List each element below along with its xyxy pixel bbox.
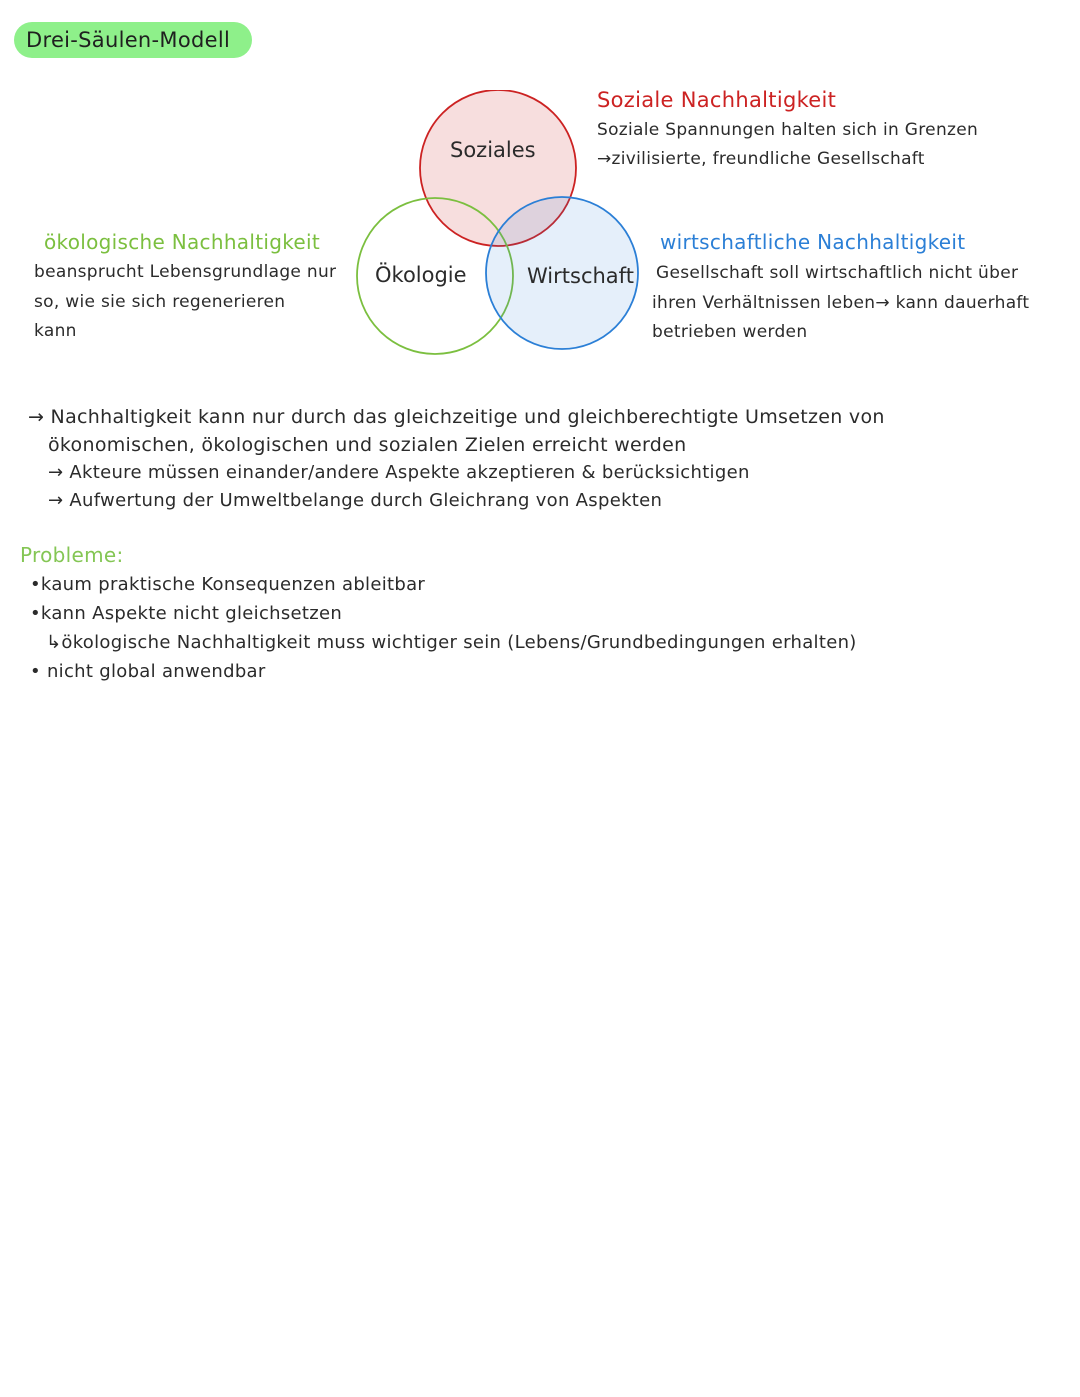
problem-item-3: • nicht global anwendbar [30,661,266,682]
problems-heading: Probleme: [20,543,124,567]
social-heading: Soziale Nachhaltigkeit [597,88,837,112]
conclusion-line-3: → Akteure müssen einander/andere Aspekte akzeptieren & berücksichtigen [48,462,750,483]
conclusion-line-1: → Nachhaltigkeit kann nur durch das gleichzeitige und gleichberechtigte Umsetzen von [28,406,885,428]
conclusion-line-2: ökonomischen, ökologischen und sozialen Zielen erreicht werden [48,434,687,456]
page-title: Drei-Säulen-Modell [26,28,231,52]
ecology-line-1: beansprucht Lebensgrundlage nur [34,262,337,282]
venn-label-ecology: Ökologie [375,263,467,287]
economy-heading: wirtschaftliche Nachhaltigkeit [660,230,966,254]
economy-line-2: ihren Verhältnissen leben→ kann dauerhaft [652,293,1030,313]
venn-label-economy: Wirtschaft [527,264,634,288]
economy-line-3: betrieben werden [652,322,808,342]
ecology-line-2: so, wie sie sich regenerieren [34,292,286,312]
conclusion-line-4: → Aufwertung der Umweltbelange durch Gleichrang von Aspekten [48,490,663,511]
social-line-2: →zivilisierte, freundliche Gesellschaft [597,149,925,169]
problem-item-2-sub: ↳ökologische Nachhaltigkeit muss wichtiger sein (Lebens/Grundbedingungen erhalten) [46,632,857,653]
problem-item-2: •kann Aspekte nicht gleichsetzen [30,603,343,624]
ecology-heading: ökologische Nachhaltigkeit [44,230,320,254]
economy-line-1: Gesellschaft soll wirtschaftlich nicht über [656,263,1019,283]
social-line-1: Soziale Spannungen halten sich in Grenzen [597,120,979,140]
venn-label-social: Soziales [450,138,536,162]
ecology-line-3: kann [34,321,77,341]
problem-item-1: •kaum praktische Konsequenzen ableitbar [30,574,426,595]
